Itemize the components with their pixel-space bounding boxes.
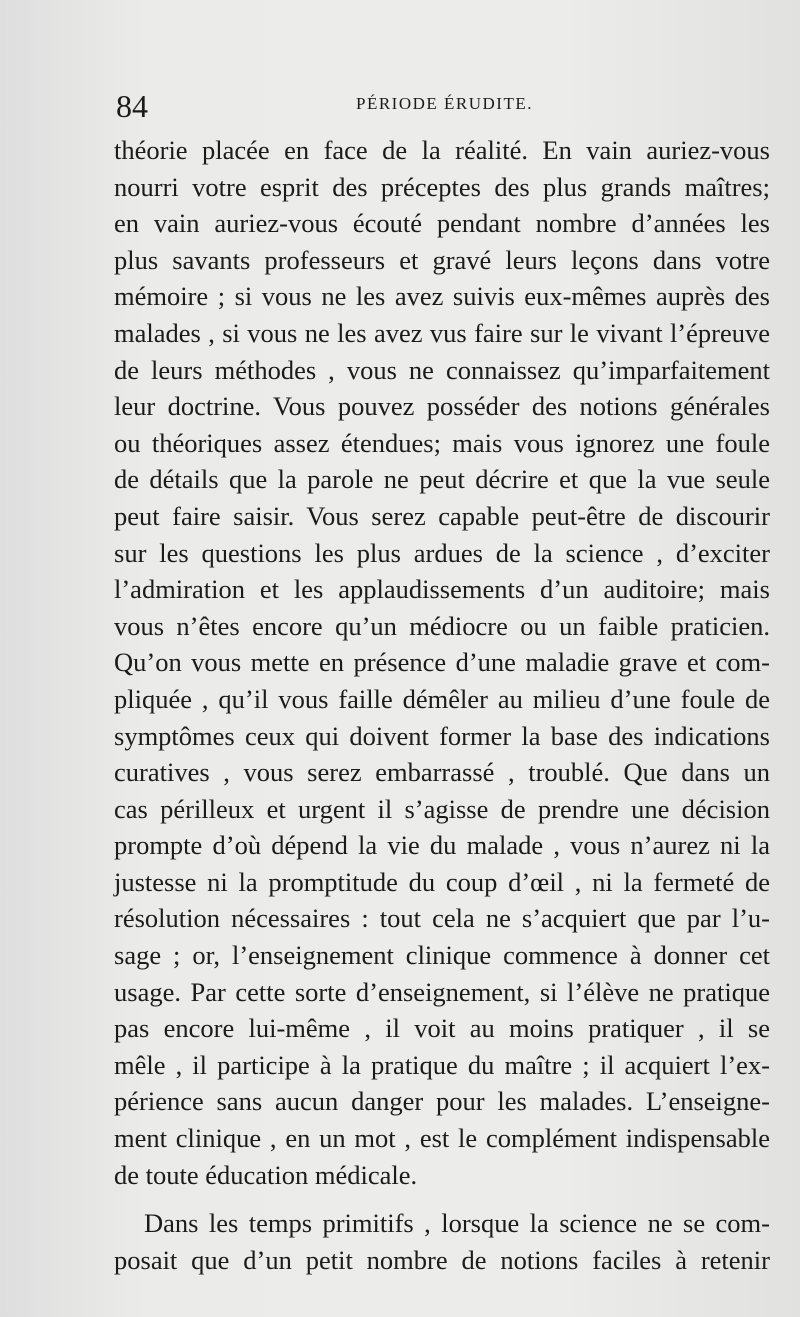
text-line: sur les questions les plus ardues de la science , d’exciter bbox=[114, 537, 770, 568]
paragraph-2 bbox=[114, 1205, 770, 1278]
text-line: de leurs méthodes , vous ne connaissez qu’imparfaitement bbox=[114, 354, 770, 385]
body-text bbox=[114, 132, 770, 1278]
text-line: de détails que la parole ne peut décrire et que la vue seule bbox=[114, 464, 770, 495]
text-line: pas encore lui-même , il voit au moins pratiquer , il se bbox=[114, 1013, 770, 1044]
text-line: de toute éducation médicale. bbox=[114, 1159, 418, 1190]
text-line: Dans les temps primitifs , lorsque la science ne se com- bbox=[144, 1208, 770, 1239]
paragraph-1 bbox=[114, 132, 770, 1193]
text-line: nourri votre esprit des préceptes des plus grands maîtres; bbox=[114, 171, 770, 202]
page-number: 84 bbox=[116, 88, 148, 124]
text-line: ment clinique , en un mot , est le complément indispensable bbox=[114, 1123, 770, 1154]
text-line: l’admiration et les applaudissements d’un auditoire; mais bbox=[114, 574, 770, 605]
text-line: pliquée , qu’il vous faille démêler au milieu d’une foule de bbox=[114, 683, 770, 714]
text-line: résolution nécessaires : tout cela ne s’acquiert que par l’u- bbox=[114, 903, 770, 934]
text-line: théorie placée en face de la réalité. En vain auriez-vous bbox=[114, 135, 770, 165]
text-line: mêle , il participe à la pratique du maître ; il acquiert l’ex- bbox=[114, 1049, 770, 1080]
running-head: PÉRIODE ÉRUDITE. bbox=[356, 94, 533, 113]
text-line: vous n’êtes encore qu’un médiocre ou un faible praticien. bbox=[114, 610, 770, 641]
text-line: prompte d’où dépend la vie du malade , vous n’aurez ni la bbox=[114, 830, 770, 861]
text-line: périence sans aucun danger pour les malades. L’enseigne- bbox=[114, 1086, 770, 1117]
page-header bbox=[116, 86, 766, 126]
text-line: curatives , vous serez embarrassé , troublé. Que dans un bbox=[114, 757, 770, 788]
text-line: Qu’on vous mette en présence d’une maladie grave et com- bbox=[114, 647, 770, 678]
text-line: peut faire saisir. Vous serez capable peut-être de discourir bbox=[114, 500, 770, 531]
text-line: ou théoriques assez étendues; mais vous ignorez une foule bbox=[114, 427, 770, 458]
text-line: malades , si vous ne les avez vus faire sur le vivant l’épreuve bbox=[114, 317, 770, 348]
text-line: mémoire ; si vous ne les avez suivis eux-mêmes auprès des bbox=[114, 281, 770, 312]
text-line: plus savants professeurs et gravé leurs leçons dans votre bbox=[114, 244, 770, 275]
text-line: leur doctrine. Vous pouvez posséder des notions générales bbox=[114, 391, 770, 422]
text-line: cas périlleux et urgent il s’agisse de prendre une décision bbox=[114, 793, 770, 824]
text-line: en vain auriez-vous écouté pendant nombre d’années les bbox=[114, 208, 770, 239]
text-line: sage ; or, l’enseignement clinique commence à donner cet bbox=[114, 940, 770, 971]
text-line: posait que d’un petit nombre de notions faciles à retenir bbox=[114, 1244, 770, 1275]
text-line: symptômes ceux qui doivent former la base des indications bbox=[114, 720, 770, 751]
paragraph-gap bbox=[114, 1193, 770, 1205]
text-line: justesse ni la promptitude du coup d’œil , ni la fermeté de bbox=[114, 866, 770, 897]
text-line: usage. Par cette sorte d’enseignement, si l’élève ne pratique bbox=[114, 976, 770, 1007]
